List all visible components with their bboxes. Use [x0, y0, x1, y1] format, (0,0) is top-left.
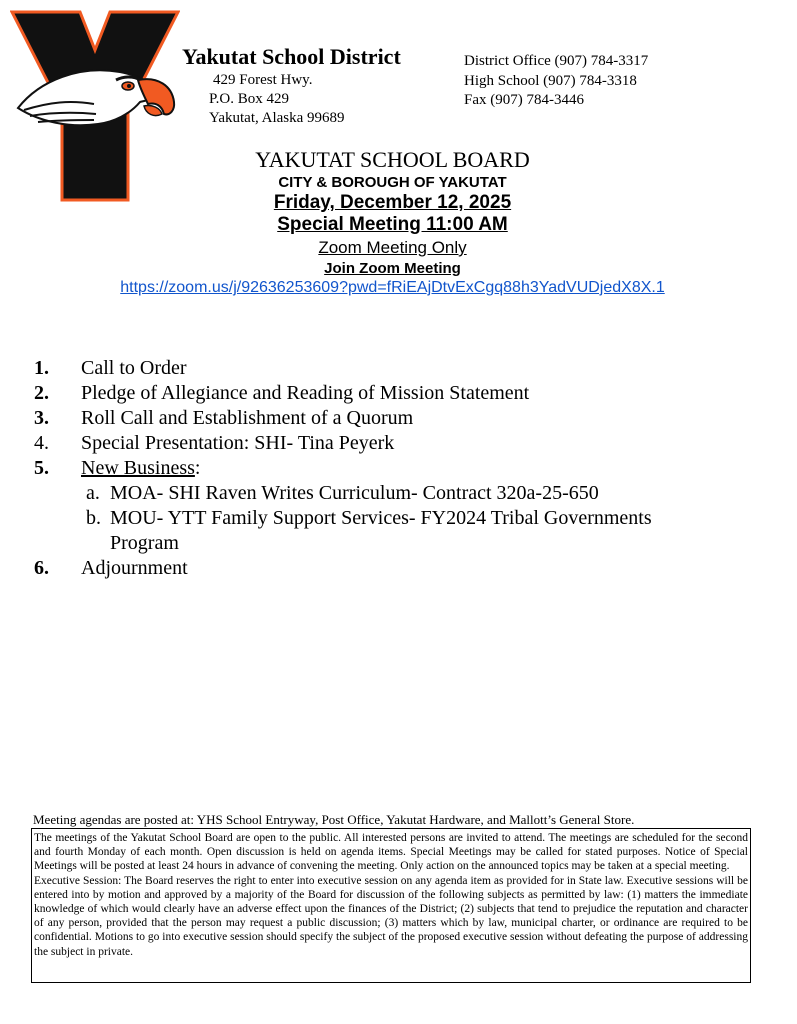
sub-item-letter: b.: [86, 507, 101, 529]
agenda-item-number: 2.: [34, 382, 49, 404]
zoom-link[interactable]: https://zoom.us/j/92636253609?pwd=fRiEAjDtvExCgq88h3YadVUDjedX8X.1: [120, 279, 665, 296]
new-business-colon: :: [194, 457, 201, 479]
agenda-item-text: Roll Call and Establishment of a Quorum: [81, 407, 414, 429]
address-street: 429 Forest Hwy.: [213, 72, 313, 88]
address-po-box: P.O. Box 429: [209, 91, 290, 107]
agenda-item-text: Adjournment: [81, 557, 188, 579]
city-borough: CITY & BOROUGH OF YAKUTAT: [278, 174, 507, 191]
agenda-item-number: 5.: [34, 457, 49, 479]
join-zoom-heading: Join Zoom Meeting: [324, 260, 461, 277]
board-title: YAKUTAT SCHOOL BOARD: [255, 147, 530, 172]
agenda-item: [34, 431, 754, 456]
meeting-type-time: Special Meeting 11:00 AM: [277, 214, 508, 235]
posting-locations: Meeting agendas are posted at: YHS School Entryway, Post Office, Yakutat Hardware, and Mallott’s General Store.: [33, 812, 635, 827]
agenda-item-number: 3.: [34, 407, 49, 429]
agenda-sub-item: [34, 506, 754, 531]
high-school-phone: High School (907) 784-3318: [464, 72, 637, 89]
sub-item-text: MOA- SHI Raven Writes Curriculum- Contract 320a-25-650: [110, 482, 599, 504]
agenda-item: [34, 556, 754, 581]
sub-item-letter: a.: [86, 482, 100, 504]
agenda-item-number: 4.: [34, 432, 49, 454]
agenda-item-text: [81, 456, 200, 481]
fax-number: Fax (907) 784-3446: [464, 92, 584, 108]
district-office-phone: District Office (907) 784-3317: [464, 53, 649, 69]
agenda-item: [34, 456, 754, 481]
public-meeting-notice: The meetings of the Yakutat School Board are open to the public. All interested persons are invited to attend. The meetings are scheduled for the second and fourth Monday of each month. Open discussion is held on agenda items. Special Meetings may be called for stated purposes. Notice of Special Meetings will be posted at least 24 hours in advance of convening the meeting. Only action on the announced topics may be taken at a special meeting.: [34, 832, 748, 873]
contact-block: [464, 52, 648, 111]
agenda-item-text: Call to Order: [81, 357, 187, 379]
new-business-label: New Business: [81, 457, 195, 479]
agenda-item-number: 1.: [34, 357, 49, 379]
agenda-sub-item-continuation: [34, 531, 754, 556]
district-name: Yakutat School District: [182, 44, 401, 69]
agenda-list: [34, 356, 754, 581]
agenda-item-text: Pledge of Allegiance and Reading of Mission Statement: [81, 382, 530, 404]
agenda-item-number: 6.: [34, 557, 49, 579]
agenda-item: [34, 356, 754, 381]
agenda-item: [34, 406, 754, 431]
agenda-sub-item: [34, 481, 754, 506]
meeting-date: Friday, December 12, 2025: [273, 192, 512, 213]
public-notice-box: [31, 828, 751, 983]
agenda-item: [34, 381, 754, 406]
agenda-item-text: Special Presentation: SHI- Tina Peyerk: [81, 432, 395, 454]
executive-session-notice: Executive Session: The Board reserves the right to enter into executive session on any agenda item as provided for in State law. Executive sessions will be entered into by motion and approved by a majority of the Board for discussion of the following subjects as permitted by law: (1) matters the immediate knowledge of which would clearly have an adverse effect upon the finances of the District; (2) subjects that tend to prejudice the reputation and character of any person, provided that the person may request a public discussion; (3) matters which by law, municipal charter, or ordinance are required to be confidential. Motions to go into executive session should specify the subject of the proposed executive session without defeating the purpose of addressing the subject in private.: [34, 874, 748, 958]
address-city: Yakutat, Alaska 99689: [209, 110, 345, 126]
zoom-only-note: Zoom Meeting Only: [318, 238, 467, 257]
sub-item-text: MOU- YTT Family Support Services- FY2024 Tribal Governments: [110, 507, 652, 529]
sub-item-text-continuation: Program: [110, 532, 179, 554]
